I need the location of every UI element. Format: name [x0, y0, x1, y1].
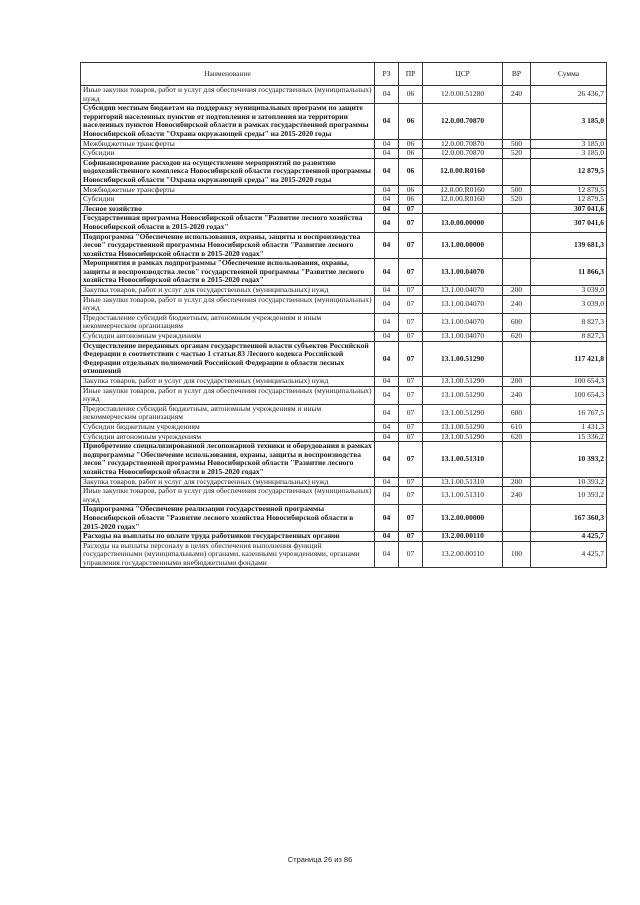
cell-rz: 04	[375, 432, 399, 442]
cell-sum: 3 039,0	[531, 286, 607, 296]
cell-csr: 13.1.00.51310	[423, 442, 503, 477]
cell-pr: 07	[399, 295, 423, 313]
cell-rz: 04	[375, 86, 399, 104]
cell-csr: 13.1.00.51290	[423, 377, 503, 387]
cell-name: Осуществление переданных органам государственной власти субъектов Российской Федерации в соответствии с частью 1 статьи 83 Лесного кодекса Российской Федерации отдельных полномочий Российской Федерации в области лесных отношений	[81, 341, 375, 376]
header-sum: Сумма	[531, 63, 607, 86]
cell-pr: 06	[399, 185, 423, 195]
cell-vr: 200	[503, 477, 531, 487]
cell-sum: 3 185,0	[531, 149, 607, 159]
cell-sum: 12 879,5	[531, 195, 607, 205]
table-row	[81, 532, 607, 542]
table-row	[81, 505, 607, 532]
cell-sum: 3 185,0	[531, 139, 607, 149]
cell-csr: 13.1.00.04070	[423, 259, 503, 286]
cell-rz: 04	[375, 487, 399, 505]
cell-vr: 610	[503, 422, 531, 432]
cell-sum: 10 393,2	[531, 477, 607, 487]
cell-name: Межбюджетные трансферты	[81, 139, 375, 149]
cell-rz: 04	[375, 313, 399, 331]
table-row	[81, 442, 607, 477]
cell-pr: 07	[399, 259, 423, 286]
cell-sum: 10 393,2	[531, 487, 607, 505]
cell-rz: 04	[375, 477, 399, 487]
cell-rz: 04	[375, 104, 399, 139]
cell-pr: 06	[399, 104, 423, 139]
table-row	[81, 422, 607, 432]
cell-sum: 16 767,5	[531, 404, 607, 422]
cell-pr: 07	[399, 505, 423, 532]
cell-vr	[503, 104, 531, 139]
cell-rz: 04	[375, 259, 399, 286]
cell-rz: 04	[375, 332, 399, 342]
cell-pr: 07	[399, 404, 423, 422]
cell-rz: 04	[375, 422, 399, 432]
cell-csr: 13.1.00.04070	[423, 332, 503, 342]
cell-vr: 240	[503, 386, 531, 404]
table-row	[81, 139, 607, 149]
table-row	[81, 487, 607, 505]
cell-vr: 100	[503, 541, 531, 568]
cell-name: Предоставление субсидий бюджетным, автономным учреждениям и иным некоммерческим организациям	[81, 313, 375, 331]
cell-pr: 07	[399, 532, 423, 542]
cell-rz: 04	[375, 185, 399, 195]
cell-sum: 26 436,7	[531, 86, 607, 104]
cell-name: Предоставление субсидий бюджетным, автономным учреждениям и иным некоммерческим организациям	[81, 404, 375, 422]
cell-name: Иные закупки товаров, работ и услуг для обеспечения государственных (муниципальных) нужд	[81, 86, 375, 104]
table-row	[81, 286, 607, 296]
cell-vr	[503, 442, 531, 477]
cell-vr	[503, 232, 531, 259]
table-body	[81, 86, 607, 568]
cell-vr: 240	[503, 295, 531, 313]
cell-csr: 13.1.00.04070	[423, 286, 503, 296]
table-row	[81, 386, 607, 404]
cell-name: Субсидии	[81, 149, 375, 159]
header-vr: ВР	[503, 63, 531, 86]
cell-name: Закупка товаров, работ и услуг для государственных (муниципальных) нужд	[81, 377, 375, 387]
cell-name: Расходы на выплаты по оплате труда работников государственных органов	[81, 532, 375, 542]
cell-rz: 04	[375, 541, 399, 568]
cell-csr: 13.2.00.00110	[423, 532, 503, 542]
cell-pr: 07	[399, 386, 423, 404]
budget-table	[80, 62, 607, 568]
cell-rz: 04	[375, 286, 399, 296]
cell-name: Лесное хозяйство	[81, 204, 375, 214]
cell-pr: 07	[399, 332, 423, 342]
cell-sum: 307 041,6	[531, 204, 607, 214]
cell-sum: 167 360,3	[531, 505, 607, 532]
cell-pr: 07	[399, 477, 423, 487]
cell-name: Субсидии автономным учреждениям	[81, 332, 375, 342]
header-csr: ЦСР	[423, 63, 503, 86]
cell-pr: 06	[399, 195, 423, 205]
cell-sum: 100 654,3	[531, 377, 607, 387]
cell-vr: 500	[503, 139, 531, 149]
header-name: Наименование	[81, 63, 375, 86]
cell-pr: 07	[399, 442, 423, 477]
cell-sum: 10 393,2	[531, 442, 607, 477]
table-row	[81, 377, 607, 387]
cell-rz: 04	[375, 532, 399, 542]
header-rz: РЗ	[375, 63, 399, 86]
table-row	[81, 195, 607, 205]
table-row	[81, 541, 607, 568]
cell-name: Субсидии местным бюджетам на поддержку муниципальных программ по защите территорий населенных пунктов от подтопления и затопления на территории населенных пунктов Новосибирской области в рамках государственной программы Новосибирской области "Охрана окружающей среды" на 2015-2020 годы	[81, 104, 375, 139]
cell-csr: 12.0.00.70870	[423, 149, 503, 159]
cell-rz: 04	[375, 404, 399, 422]
cell-name: Иные закупки товаров, работ и услуг для обеспечения государственных (муниципальных) нужд	[81, 386, 375, 404]
cell-sum: 1 431,3	[531, 422, 607, 432]
cell-vr: 520	[503, 195, 531, 205]
cell-sum: 3 039,0	[531, 295, 607, 313]
cell-rz: 04	[375, 139, 399, 149]
cell-rz: 04	[375, 149, 399, 159]
cell-vr	[503, 259, 531, 286]
table-row	[81, 313, 607, 331]
cell-pr: 07	[399, 313, 423, 331]
cell-vr	[503, 204, 531, 214]
table-row	[81, 104, 607, 139]
cell-vr	[503, 341, 531, 376]
cell-pr: 06	[399, 149, 423, 159]
cell-sum: 15 336,2	[531, 432, 607, 442]
cell-pr: 07	[399, 286, 423, 296]
cell-rz: 04	[375, 295, 399, 313]
table-header-row	[81, 63, 607, 86]
table-row	[81, 341, 607, 376]
cell-sum: 4 425,7	[531, 532, 607, 542]
cell-name: Иные закупки товаров, работ и услуг для обеспечения государственных (муниципальных) нужд	[81, 487, 375, 505]
cell-csr: 12.0.00.70870	[423, 104, 503, 139]
table-row	[81, 158, 607, 185]
cell-vr: 620	[503, 432, 531, 442]
cell-rz: 04	[375, 158, 399, 185]
table-row	[81, 295, 607, 313]
cell-csr: 13.1.00.51290	[423, 386, 503, 404]
cell-name: Государственная программа Новосибирской области "Развитие лесного хозяйства Новосибирской области в 2015-2020 годах"	[81, 214, 375, 232]
cell-sum: 11 866,3	[531, 259, 607, 286]
cell-name: Закупка товаров, работ и услуг для государственных (муниципальных) нужд	[81, 477, 375, 487]
cell-csr: 13.1.00.00000	[423, 232, 503, 259]
table-row	[81, 404, 607, 422]
cell-rz: 04	[375, 442, 399, 477]
cell-vr: 600	[503, 313, 531, 331]
cell-name: Субсидии бюджетным учреждениям	[81, 422, 375, 432]
cell-pr: 07	[399, 377, 423, 387]
cell-pr: 07	[399, 487, 423, 505]
cell-pr: 07	[399, 232, 423, 259]
cell-vr: 240	[503, 487, 531, 505]
table-row	[81, 259, 607, 286]
cell-vr: 240	[503, 86, 531, 104]
cell-name: Закупка товаров, работ и услуг для государственных (муниципальных) нужд	[81, 286, 375, 296]
cell-csr: 13.2.00.00000	[423, 505, 503, 532]
cell-csr: 13.1.00.51310	[423, 477, 503, 487]
cell-csr: 13.1.00.51290	[423, 422, 503, 432]
cell-name: Субсидии автономным учреждениям	[81, 432, 375, 442]
cell-csr: 13.1.00.04070	[423, 313, 503, 331]
budget-table-page	[80, 62, 606, 568]
cell-csr: 13.1.00.04070	[423, 295, 503, 313]
cell-pr: 06	[399, 139, 423, 149]
cell-vr: 500	[503, 185, 531, 195]
cell-rz: 04	[375, 232, 399, 259]
cell-vr	[503, 158, 531, 185]
cell-name: Приобретение специализированной лесопожарной техники и оборудования в рамках подпрограммы "Обеспечение использования, охраны, защиты и воспроизводства лесов" государственной программы Новосибирской области "Развитие лесного хозяйства Новосибирской области в 2015-2020 годах"	[81, 442, 375, 477]
cell-csr: 13.1.00.51290	[423, 341, 503, 376]
cell-sum: 3 185,0	[531, 104, 607, 139]
cell-csr: 12.0.00.R0160	[423, 158, 503, 185]
cell-name: Расходы на выплаты персоналу в целях обеспечения выполнения функций государственными (муниципальными) органами, казенными учреждениями, органами управления государственными внебюджетными фондами	[81, 541, 375, 568]
cell-sum: 307 041,6	[531, 214, 607, 232]
cell-vr: 620	[503, 332, 531, 342]
cell-csr: 12.0.00.R0160	[423, 195, 503, 205]
cell-name: Подпрограмма "Обеспечение реализации государственной программы Новосибирской области "Развитие лесного хозяйства Новосибирской области в 2015-2020 годах"	[81, 505, 375, 532]
cell-vr: 200	[503, 286, 531, 296]
cell-pr: 07	[399, 422, 423, 432]
cell-pr: 06	[399, 86, 423, 104]
cell-csr: 12.0.00.51280	[423, 86, 503, 104]
header-pr: ПР	[399, 63, 423, 86]
table-row	[81, 214, 607, 232]
cell-csr: 13.0.00.00000	[423, 214, 503, 232]
cell-sum: 8 827,3	[531, 313, 607, 331]
cell-rz: 04	[375, 341, 399, 376]
cell-vr	[503, 214, 531, 232]
cell-sum: 4 425,7	[531, 541, 607, 568]
cell-rz: 04	[375, 204, 399, 214]
cell-pr: 07	[399, 541, 423, 568]
cell-csr: 13.1.00.51290	[423, 432, 503, 442]
cell-pr: 06	[399, 158, 423, 185]
cell-csr	[423, 204, 503, 214]
table-row	[81, 332, 607, 342]
cell-vr: 520	[503, 149, 531, 159]
cell-vr	[503, 505, 531, 532]
cell-name: Иные закупки товаров, работ и услуг для обеспечения государственных (муниципальных) нужд	[81, 295, 375, 313]
cell-sum: 117 421,8	[531, 341, 607, 376]
cell-sum: 100 654,3	[531, 386, 607, 404]
cell-csr: 13.1.00.51310	[423, 487, 503, 505]
cell-pr: 07	[399, 214, 423, 232]
table-row	[81, 149, 607, 159]
cell-rz: 04	[375, 505, 399, 532]
cell-sum: 12 879,5	[531, 185, 607, 195]
cell-vr: 600	[503, 404, 531, 422]
cell-csr: 13.2.00.00110	[423, 541, 503, 568]
cell-rz: 04	[375, 195, 399, 205]
cell-rz: 04	[375, 214, 399, 232]
table-row	[81, 185, 607, 195]
cell-vr	[503, 532, 531, 542]
cell-csr: 12.0.00.R0160	[423, 185, 503, 195]
cell-sum: 139 681,3	[531, 232, 607, 259]
cell-pr: 07	[399, 204, 423, 214]
cell-csr: 12.0.00.70870	[423, 139, 503, 149]
cell-sum: 12 879,5	[531, 158, 607, 185]
page-number: Страница 26 из 86	[287, 855, 353, 864]
cell-csr: 13.1.00.51290	[423, 404, 503, 422]
cell-name: Субсидии	[81, 195, 375, 205]
cell-pr: 07	[399, 432, 423, 442]
cell-sum: 8 827,3	[531, 332, 607, 342]
cell-rz: 04	[375, 377, 399, 387]
cell-name: Мероприятия в рамках подпрограммы "Обеспечение использования, охраны, защиты и воспроизводства лесов" государственной программы "Развитие лесного хозяйства Новосибирской области в 2015-2020 годах"	[81, 259, 375, 286]
cell-vr: 200	[503, 377, 531, 387]
table-row	[81, 232, 607, 259]
cell-pr: 07	[399, 341, 423, 376]
cell-rz: 04	[375, 386, 399, 404]
cell-name: Подпрограмма "Обеспечение использования, охраны, защиты и воспроизводства лесов" государственной программы Новосибирской области "Развитие лесного хозяйства Новосибирской области в 2015-2020 годах"	[81, 232, 375, 259]
cell-name: Софинансирование расходов на осуществление мероприятий по развитию водохозяйственного комплекса Новосибирской области государственной программы Новосибирской области "Охрана окружающей среды" на 2015-2020 годы	[81, 158, 375, 185]
cell-name: Межбюджетные трансферты	[81, 185, 375, 195]
table-row	[81, 86, 607, 104]
